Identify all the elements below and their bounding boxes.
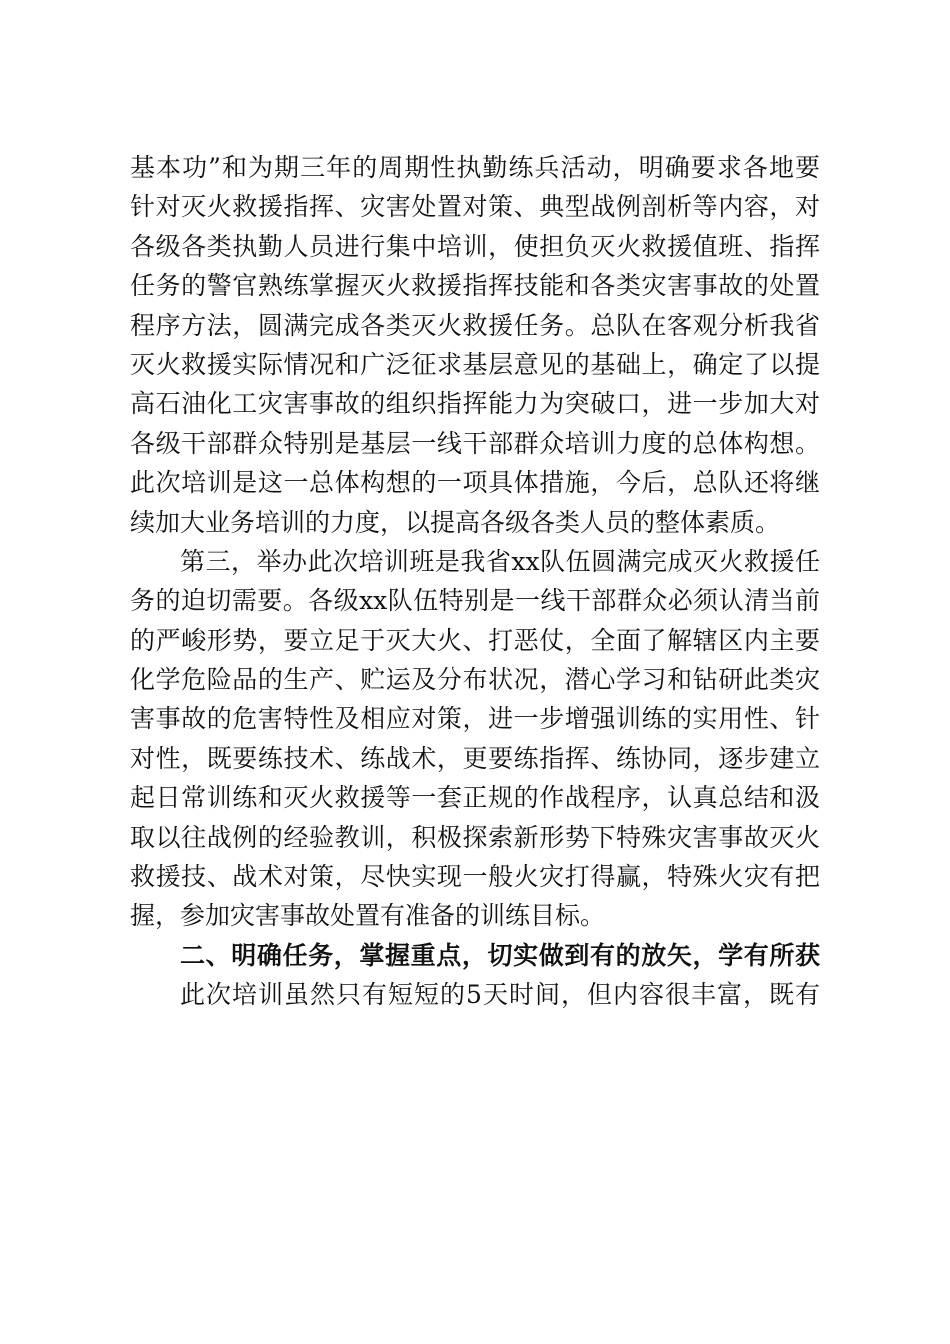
text-line: 灭火救援实际情况和广泛征求基层意见的基础上，确定了以提 <box>130 349 820 379</box>
text-line: 各级各类执勤人员进行集中培训，使担负灭火救援值班、指挥 <box>130 231 820 261</box>
text-line: 的严峻形势，要立足于灭大火、打恶仗，全面了解辖区内主要 <box>130 625 820 655</box>
paragraph-1 <box>130 148 820 542</box>
paragraph-2 <box>130 542 820 936</box>
heading-line: 二、明确任务，掌握重点，切实做到有的放矢，学有所获 <box>180 940 820 970</box>
text-line: 握，参加灾害事故处置有准备的训练目标。 <box>130 901 606 931</box>
text-line: 续加大业务培训的力度，以提高各级各类人员的整体素质。 <box>130 507 781 537</box>
text-line: 高石油化工灾害事故的组织指挥能力为突破口，进一步加大对 <box>130 389 820 419</box>
text-line: 化学危险品的生产、贮运及分布状况，潜心学习和钻研此类灾 <box>130 665 820 695</box>
text-line: 害事故的危害特性及相应对策，进一步增强训练的实用性、针 <box>130 704 820 734</box>
text-line: 第三，举办此次培训班是我省xx队伍圆满完成灭火救援任 <box>180 546 820 576</box>
text-line: 程序方法，圆满完成各类灭火救援任务。总队在客观分析我省 <box>130 310 820 340</box>
text-line: 对性，既要练技术、练战术，更要练指挥、练协同，逐步建立 <box>130 743 820 773</box>
text-line: 基本功”和为期三年的周期性执勤练兵活动，明确要求各地要 <box>130 153 820 182</box>
text-line: 起日常训练和灭火救援等一套正规的作战程序，认真总结和汲 <box>130 783 820 813</box>
text-line: 此次培训是这一总体构想的一项具体措施，今后，总队还将继 <box>130 468 820 498</box>
paragraph-3 <box>130 975 820 1014</box>
text-line: 此次培训虽然只有短短的5天时间，但内容很丰富，既有 <box>180 980 820 1010</box>
text-line: 针对灭火救援指挥、灾害处置对策、典型战例剖析等内容，对 <box>130 192 820 222</box>
text-line: 各级干部群众特别是基层一线干部群众培训力度的总体构想。 <box>130 428 820 458</box>
text-line: 任务的警官熟练掌握灭火救援指挥技能和各类灾害事故的处置 <box>130 271 820 301</box>
document-body <box>130 148 820 1015</box>
text-line: 救援技、战术对策，尽快实现一般火灾打得赢，特殊火灾有把 <box>130 862 820 892</box>
text-line: 取以往战例的经验教训，积极探索新形势下特殊灾害事故灭火 <box>130 822 820 852</box>
text-line: 务的迫切需要。各级xx队伍特别是一线干部群众必须认清当前 <box>130 586 820 616</box>
section-heading <box>130 936 820 975</box>
